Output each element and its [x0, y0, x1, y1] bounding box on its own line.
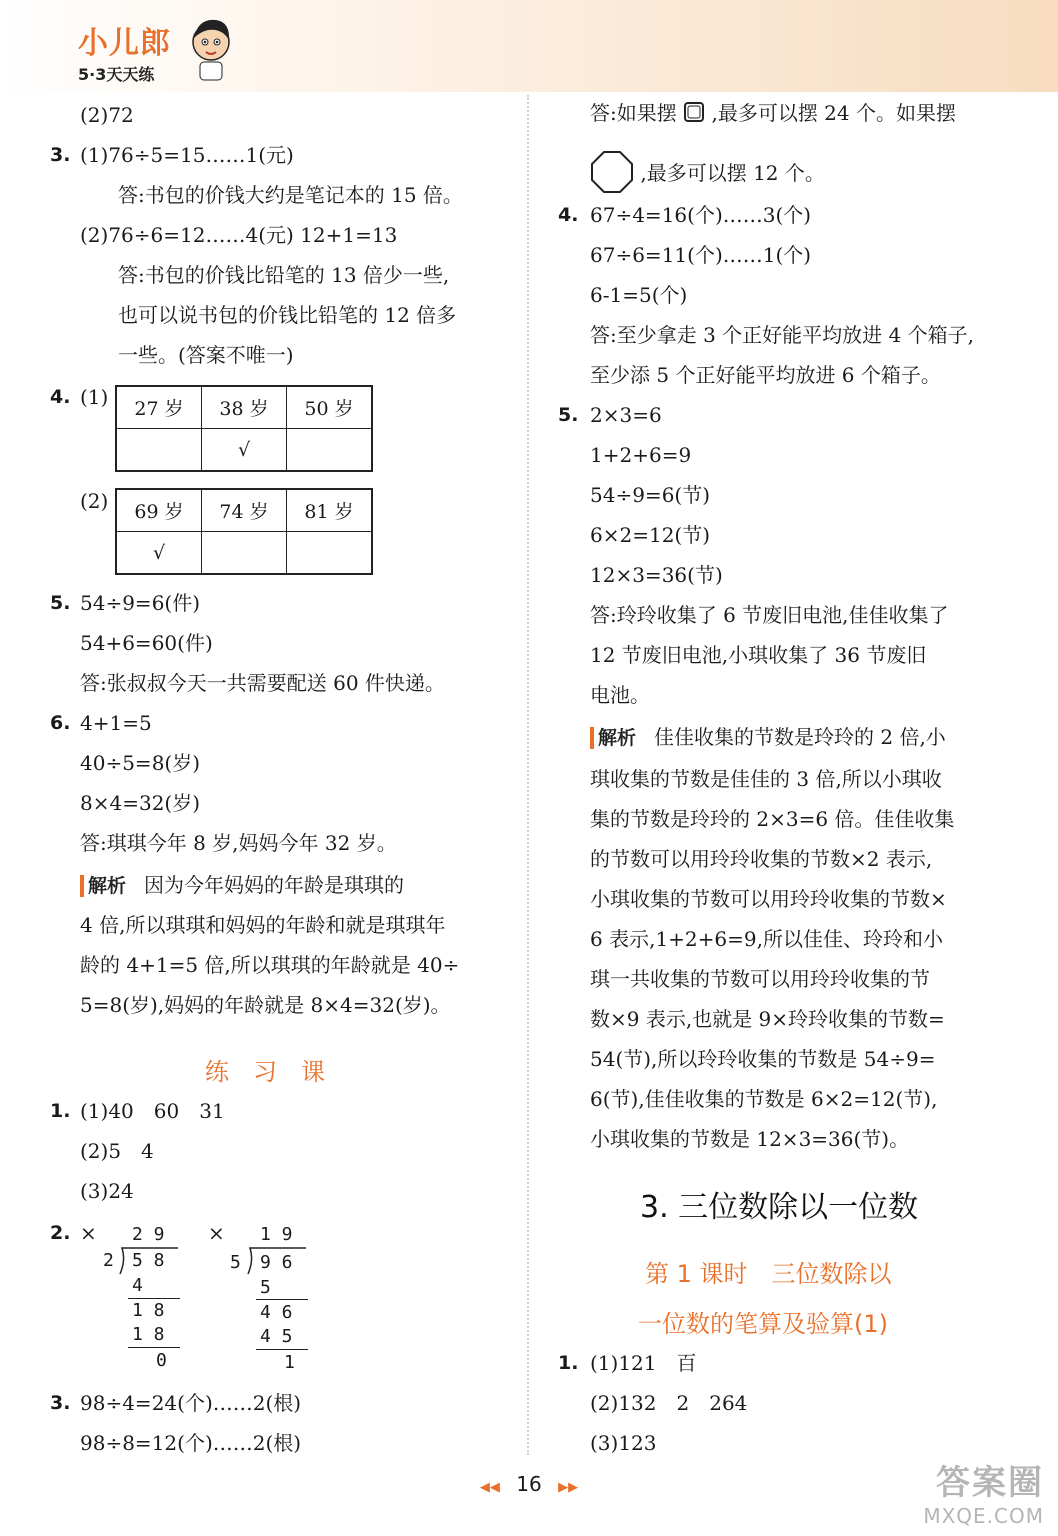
- analysis-line: 琪收集的节数是佳佳的 3 倍,所以小琪收: [590, 767, 942, 791]
- mark-cell: √: [202, 429, 287, 472]
- answer-line: (1)76÷5=15……1(元): [80, 143, 294, 167]
- answer-line: 答:玲玲收集了 6 节废旧电池,佳佳收集了: [590, 603, 949, 627]
- answer-line: (2)132 2 264: [590, 1391, 748, 1415]
- age-table-1: [115, 385, 373, 472]
- ld-rule: [256, 1299, 308, 1300]
- answer-line: 电池。: [590, 683, 650, 707]
- analysis-line: [590, 724, 946, 750]
- age-cell: 74 岁: [202, 489, 287, 532]
- page-footer: [0, 1472, 1058, 1496]
- mark-cell: [287, 429, 373, 472]
- ld-dividend: 5 8: [132, 1250, 165, 1271]
- ld-step: 1 8: [132, 1300, 165, 1321]
- answer-line: 答:书包的价钱比铅笔的 13 倍少一些,: [118, 263, 450, 287]
- mark-cell: [116, 429, 202, 472]
- answer-line: (1): [80, 385, 109, 409]
- ld-quotient: 1 9: [260, 1224, 293, 1245]
- analysis-line: 琪一共收集的节数可以用玲玲收集的节: [590, 967, 930, 991]
- practice-title: 练 习 课: [205, 1058, 325, 1086]
- mark-cell: √: [116, 532, 202, 575]
- answer-line: 54÷9=6(件): [80, 591, 201, 615]
- mark-cell: [202, 532, 287, 575]
- ld-remainder: 1: [284, 1352, 295, 1373]
- answer-line: (3)24: [80, 1179, 134, 1203]
- lesson-title: 第 1 课时 三位数除以: [645, 1260, 892, 1288]
- answer-line: 答:书包的价钱大约是笔记本的 15 倍。: [118, 183, 463, 207]
- brand-logo: [78, 18, 171, 85]
- answer-line: (3)123: [590, 1431, 657, 1455]
- answer-line: (1)121 百: [590, 1351, 697, 1375]
- rounded-square-icon: [683, 101, 705, 123]
- answer-line: 2×3=6: [590, 403, 662, 427]
- ld-quotient: 2 9: [132, 1224, 165, 1245]
- chapter-title: 3. 三位数除以一位数: [640, 1190, 919, 1225]
- ld-divisor: 5: [230, 1252, 241, 1273]
- question-number: 1.: [558, 1352, 579, 1374]
- ld-rule: [128, 1347, 180, 1348]
- mascot-icon: [186, 12, 236, 84]
- answer-line: 98÷8=12(个)……2(根): [80, 1431, 302, 1455]
- answer-text: ,最多可以摆 12 个。: [640, 161, 825, 185]
- answer-line: 1+2+6=9: [590, 443, 692, 467]
- answer-line: 答:张叔叔今天一共需要配送 60 件快递。: [80, 671, 445, 695]
- answer-line: [590, 100, 956, 126]
- mark-cell: [287, 532, 373, 575]
- wrong-mark: ×: [80, 1221, 97, 1245]
- analysis-text: 因为今年妈妈的年龄是琪琪的: [144, 873, 405, 897]
- answer-line: (1)40 60 31: [80, 1099, 225, 1123]
- ld-step: 4 6: [260, 1302, 293, 1323]
- answer-line: (2)72: [80, 103, 134, 127]
- answer-line: 6×2=12(节): [590, 523, 711, 547]
- question-number: 6.: [50, 712, 71, 734]
- ld-remainder: 0: [156, 1350, 167, 1371]
- age-table-2: [115, 488, 373, 575]
- prev-arrows-icon: ◀◀: [479, 1480, 500, 1495]
- answer-line: 12 节废旧电池,小琪收集了 36 节废旧: [590, 643, 927, 667]
- answer-line: 答:至少拿走 3 个正好能平均放进 4 个箱子,: [590, 323, 974, 347]
- answer-line: 67÷6=11(个)……1(个): [590, 243, 812, 267]
- analysis-line: 6 表示,1+2+6=9,所以佳佳、玲玲和小: [590, 927, 943, 951]
- age-cell: 81 岁: [287, 489, 373, 532]
- ld-step: 4 5: [260, 1326, 293, 1347]
- answer-line: 67÷4=16(个)……3(个): [590, 203, 812, 227]
- watermark-text: 答案圈: [936, 1463, 1044, 1503]
- question-number: 1.: [50, 1100, 71, 1122]
- age-cell: 69 岁: [116, 489, 202, 532]
- question-number: 2.: [50, 1222, 71, 1244]
- answer-line: 12×3=36(节): [590, 563, 723, 587]
- age-cell: 38 岁: [202, 386, 287, 429]
- question-number: 5.: [50, 592, 71, 614]
- analysis-line: 的节数可以用玲玲收集的节数×2 表示,: [590, 847, 933, 871]
- answer-text: ,最多可以摆 24 个。如果摆: [711, 101, 956, 125]
- age-cell: 50 岁: [287, 386, 373, 429]
- answer-line: (2): [80, 489, 109, 513]
- answer-line: 4+1=5: [80, 711, 152, 735]
- answer-line: (2)76÷6=12……4(元) 12+1=13: [80, 223, 398, 247]
- brand-series: 5·3天天练: [78, 65, 155, 84]
- column-divider: [527, 95, 529, 1455]
- analysis-line: 集的节数是玲玲的 2×3=6 倍。佳佳收集: [590, 807, 955, 831]
- ld-dividend: 9 6: [260, 1252, 293, 1273]
- next-arrows-icon: ▶▶: [558, 1480, 579, 1495]
- analysis-line: 数×9 表示,也就是 9×玲玲收集的节数=: [590, 1007, 945, 1031]
- octagon-icon: [590, 150, 634, 194]
- answer-line: 一些。(答案不唯一): [118, 343, 294, 367]
- ld-divisor: 2: [103, 1250, 114, 1271]
- answer-line: 也可以说书包的价钱比铅笔的 12 倍多: [118, 303, 457, 327]
- wrong-mark: ×: [208, 1221, 225, 1245]
- ld-rule: [128, 1298, 180, 1299]
- analysis-line: 4 倍,所以琪琪和妈妈的年龄和就是琪琪年: [80, 913, 446, 937]
- question-number: 4.: [50, 386, 71, 408]
- answer-line: 至少添 5 个正好能平均放进 6 个箱子。: [590, 363, 941, 387]
- watermark: [923, 1455, 1044, 1528]
- question-number: 4.: [558, 204, 579, 226]
- answer-line: [590, 150, 825, 194]
- watermark-url: MXQE.COM: [923, 1504, 1044, 1528]
- answer-line: 54+6=60(件): [80, 631, 213, 655]
- analysis-line: 6(节),佳佳收集的节数是 6×2=12(节),: [590, 1087, 938, 1111]
- analysis-line: 5=8(岁),妈妈的年龄就是 8×4=32(岁)。: [80, 993, 451, 1017]
- analysis-line: 龄的 4+1=5 倍,所以琪琪的年龄就是 40÷: [80, 953, 460, 977]
- question-number: 5.: [558, 404, 579, 426]
- ld-rule: [256, 1349, 308, 1350]
- analysis-line: 54(节),所以玲玲收集的节数是 54÷9=: [590, 1047, 936, 1071]
- answer-line: (2)5 4: [80, 1139, 154, 1163]
- answer-line: 6-1=5(个): [590, 283, 688, 307]
- analysis-line: 小琪收集的节数可以用玲玲收集的节数×: [590, 887, 947, 911]
- brand-name: 小儿郎: [78, 26, 171, 61]
- answer-line: 98÷4=24(个)……2(根): [80, 1391, 302, 1415]
- analysis-label: 解析: [590, 727, 636, 749]
- ld-step: 4: [132, 1275, 143, 1296]
- analysis-label: 解析: [80, 875, 126, 897]
- question-number: 3.: [50, 1392, 71, 1414]
- analysis-line: [80, 872, 404, 898]
- lesson-title: 一位数的笔算及验算(1): [638, 1310, 888, 1338]
- ld-step: 5: [260, 1277, 271, 1298]
- answer-line: 答:琪琪今年 8 岁,妈妈今年 32 岁。: [80, 831, 397, 855]
- answer-text: 答:如果摆: [590, 101, 677, 125]
- answer-line: 8×4=32(岁): [80, 791, 201, 815]
- analysis-line: 小琪收集的节数是 12×3=36(节)。: [590, 1127, 910, 1151]
- answer-line: 40÷5=8(岁): [80, 751, 201, 775]
- answer-line: 54÷9=6(节): [590, 483, 711, 507]
- page-number: 16: [516, 1472, 542, 1496]
- analysis-text: 佳佳收集的节数是玲玲的 2 倍,小: [654, 725, 946, 749]
- question-number: 3.: [50, 144, 71, 166]
- age-cell: 27 岁: [116, 386, 202, 429]
- ld-step: 1 8: [132, 1324, 165, 1345]
